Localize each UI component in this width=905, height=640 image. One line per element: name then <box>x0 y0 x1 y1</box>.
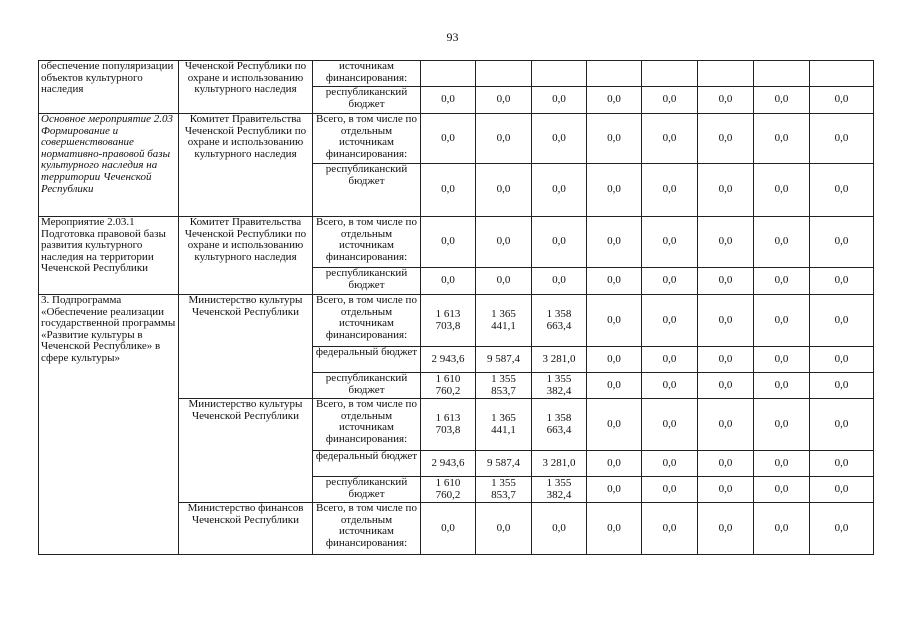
value-cell: 9 587,4 <box>476 451 532 477</box>
value-cell: 0,0 <box>754 399 810 451</box>
value-cell: 1 613 703,8 <box>421 399 476 451</box>
value-cell: 0,0 <box>754 347 810 373</box>
value-cell: 1 358 663,4 <box>532 295 587 347</box>
value-cell: 0,0 <box>754 87 810 114</box>
value-cell: 0,0 <box>587 268 642 295</box>
value-cell: 0,0 <box>421 268 476 295</box>
value-cell: 0,0 <box>642 268 698 295</box>
value-cell: 0,0 <box>587 295 642 347</box>
program-name-cell: 3. Подпрограмма «Обеспечение реализации государственной программы «Развитие культуры в Чеченской Республике» в сфере культуры» <box>39 295 179 555</box>
value-cell: 0,0 <box>642 373 698 399</box>
executor-cell: Министерство культуры Чеченской Республики <box>179 295 313 399</box>
value-cell: 0,0 <box>698 451 754 477</box>
value-cell: 0,0 <box>810 399 874 451</box>
value-cell: 0,0 <box>810 114 874 164</box>
value-cell <box>421 61 476 87</box>
executor-cell: Чеченской Республики по охране и использованию культурного наследия <box>179 61 313 114</box>
page-number: 93 <box>446 30 459 44</box>
value-cell: 0,0 <box>476 114 532 164</box>
value-cell: 1 355 382,4 <box>532 373 587 399</box>
value-cell <box>587 61 642 87</box>
value-cell <box>810 61 874 87</box>
value-cell: 1 355 382,4 <box>532 477 587 503</box>
value-cell: 1 358 663,4 <box>532 399 587 451</box>
value-cell: 0,0 <box>810 373 874 399</box>
value-cell: 0,0 <box>587 87 642 114</box>
value-cell: 0,0 <box>698 503 754 555</box>
value-cell: 0,0 <box>810 477 874 503</box>
table-row <box>39 217 874 268</box>
executor-cell: Комитет Правительства Чеченской Республики по охране и использованию культурного наследия <box>179 114 313 217</box>
value-cell <box>698 61 754 87</box>
value-cell: 0,0 <box>698 114 754 164</box>
value-cell: 1 610 760,2 <box>421 477 476 503</box>
value-cell: 0,0 <box>587 114 642 164</box>
value-cell: 0,0 <box>587 399 642 451</box>
value-cell: 1 610 760,2 <box>421 373 476 399</box>
value-cell: 0,0 <box>587 347 642 373</box>
value-cell: 0,0 <box>421 164 476 217</box>
value-cell: 0,0 <box>754 114 810 164</box>
value-cell: 0,0 <box>810 347 874 373</box>
value-cell: 0,0 <box>421 503 476 555</box>
value-cell: 0,0 <box>642 114 698 164</box>
value-cell: 0,0 <box>642 164 698 217</box>
source-cell: Всего, в том числе по отдельным источникам финансирования: <box>313 399 421 451</box>
value-cell: 0,0 <box>587 217 642 268</box>
value-cell <box>642 61 698 87</box>
value-cell: 0,0 <box>810 451 874 477</box>
value-cell: 0,0 <box>642 399 698 451</box>
value-cell: 0,0 <box>810 217 874 268</box>
source-cell: республиканский бюджет <box>313 373 421 399</box>
executor-cell: Министерство культуры Чеченской Республики <box>179 399 313 503</box>
value-cell: 0,0 <box>810 87 874 114</box>
value-cell: 0,0 <box>754 373 810 399</box>
value-cell: 0,0 <box>421 217 476 268</box>
value-cell: 0,0 <box>532 87 587 114</box>
value-cell: 0,0 <box>587 164 642 217</box>
value-cell: 0,0 <box>754 164 810 217</box>
value-cell: 0,0 <box>476 268 532 295</box>
source-cell: Всего, в том числе по отдельным источникам финансирования: <box>313 503 421 555</box>
value-cell: 0,0 <box>698 477 754 503</box>
value-cell: 0,0 <box>642 347 698 373</box>
value-cell: 3 281,0 <box>532 451 587 477</box>
source-cell: республиканский бюджет <box>313 87 421 114</box>
value-cell: 0,0 <box>810 164 874 217</box>
value-cell: 3 281,0 <box>532 347 587 373</box>
value-cell: 1 365 441,1 <box>476 295 532 347</box>
source-cell: республиканский бюджет <box>313 477 421 503</box>
table-row <box>39 295 874 347</box>
source-cell: Всего, в том числе по отдельным источникам финансирования: <box>313 217 421 268</box>
value-cell: 0,0 <box>754 477 810 503</box>
value-cell: 0,0 <box>532 268 587 295</box>
value-cell: 2 943,6 <box>421 347 476 373</box>
value-cell: 0,0 <box>810 268 874 295</box>
program-name-cell: Основное мероприятие 2.03 Формирование и совершенствование нормативно-правовой базы культурного наследия на территории Чеченской Республики <box>39 114 179 217</box>
value-cell: 0,0 <box>476 503 532 555</box>
program-name-cell: Мероприятие 2.03.1 Подготовка правовой базы развития культурного наследия на территории Чеченской Республики <box>39 217 179 295</box>
source-cell: Всего, в том числе по отдельным источникам финансирования: <box>313 295 421 347</box>
value-cell <box>754 61 810 87</box>
value-cell: 1 365 441,1 <box>476 399 532 451</box>
budget-table <box>38 60 874 555</box>
value-cell: 0,0 <box>642 451 698 477</box>
value-cell: 0,0 <box>532 114 587 164</box>
value-cell: 0,0 <box>642 217 698 268</box>
program-name-cell: обеспечение популяризации объектов культурного наследия <box>39 61 179 114</box>
value-cell: 1 355 853,7 <box>476 373 532 399</box>
value-cell: 0,0 <box>698 399 754 451</box>
value-cell <box>532 61 587 87</box>
value-cell: 1 613 703,8 <box>421 295 476 347</box>
executor-cell: Комитет Правительства Чеченской Республики по охране и использованию культурного наследия <box>179 217 313 295</box>
value-cell: 0,0 <box>587 373 642 399</box>
source-cell: республиканский бюджет <box>313 164 421 217</box>
value-cell: 0,0 <box>421 87 476 114</box>
value-cell: 0,0 <box>642 87 698 114</box>
value-cell: 0,0 <box>698 295 754 347</box>
value-cell: 0,0 <box>754 295 810 347</box>
source-cell: федеральный бюджет <box>313 347 421 373</box>
value-cell: 0,0 <box>754 503 810 555</box>
value-cell: 0,0 <box>698 347 754 373</box>
value-cell: 0,0 <box>421 114 476 164</box>
value-cell: 0,0 <box>532 503 587 555</box>
value-cell: 0,0 <box>642 295 698 347</box>
value-cell: 0,0 <box>642 477 698 503</box>
value-cell: 0,0 <box>642 503 698 555</box>
value-cell: 0,0 <box>754 451 810 477</box>
table-row <box>39 114 874 164</box>
value-cell: 0,0 <box>476 87 532 114</box>
value-cell: 0,0 <box>698 373 754 399</box>
source-cell: источникам финансирования: <box>313 61 421 87</box>
value-cell: 0,0 <box>810 503 874 555</box>
value-cell: 0,0 <box>698 87 754 114</box>
value-cell <box>476 61 532 87</box>
table-row <box>39 61 874 87</box>
source-cell: Всего, в том числе по отдельным источникам финансирования: <box>313 114 421 164</box>
value-cell: 0,0 <box>698 164 754 217</box>
value-cell: 0,0 <box>587 477 642 503</box>
source-cell: республиканский бюджет <box>313 268 421 295</box>
value-cell: 2 943,6 <box>421 451 476 477</box>
value-cell: 9 587,4 <box>476 347 532 373</box>
value-cell: 0,0 <box>587 451 642 477</box>
value-cell: 0,0 <box>754 268 810 295</box>
value-cell: 0,0 <box>476 164 532 217</box>
value-cell: 0,0 <box>532 164 587 217</box>
value-cell: 0,0 <box>532 217 587 268</box>
source-cell: федеральный бюджет <box>313 451 421 477</box>
value-cell: 0,0 <box>754 217 810 268</box>
value-cell: 0,0 <box>810 295 874 347</box>
value-cell: 0,0 <box>698 268 754 295</box>
value-cell: 0,0 <box>587 503 642 555</box>
value-cell: 0,0 <box>476 217 532 268</box>
executor-cell: Министерство финансов Чеченской Республики <box>179 503 313 555</box>
value-cell: 1 355 853,7 <box>476 477 532 503</box>
value-cell: 0,0 <box>698 217 754 268</box>
